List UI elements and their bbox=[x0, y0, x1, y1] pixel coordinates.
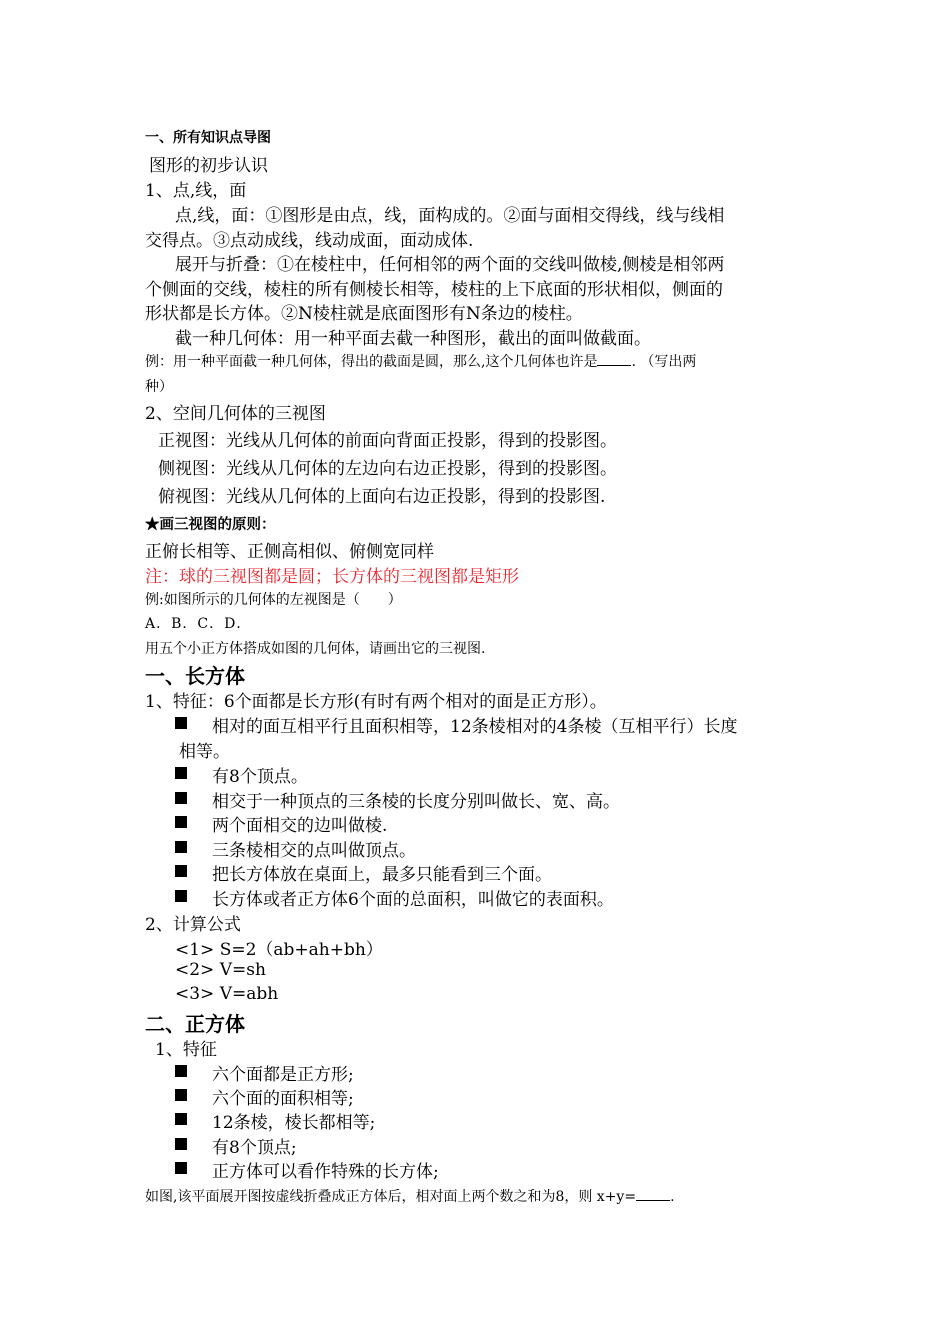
bullet-icon bbox=[175, 841, 187, 853]
cube-feature-3: 12条棱，棱长都相等; bbox=[212, 1113, 376, 1133]
example-2-options: A．B．C．D． bbox=[145, 616, 252, 632]
bullet-icon bbox=[175, 1138, 187, 1150]
bullet-icon bbox=[175, 890, 187, 902]
cuboid-feature-1-line-1: 相对的面互相平行且面积相等，12条棱相对的4条棱（互相平行）长度 bbox=[212, 717, 738, 737]
cube-features-title: 1、特征 bbox=[155, 1040, 217, 1060]
cuboid-feature-2: 有8个顶点。 bbox=[212, 767, 308, 787]
bullet-icon bbox=[175, 816, 187, 828]
cuboid-features-title: 1、特征：6个面都是长方形(有时有两个相对的面是正方形）。 bbox=[145, 692, 607, 712]
subsection-title-1: 1、点,线，面 bbox=[145, 181, 247, 201]
cube-feature-2: 六个面的面积相等; bbox=[212, 1089, 354, 1109]
cuboid-feature-6: 把长方体放在桌面上，最多只能看到三个面。 bbox=[212, 865, 552, 885]
formula-3: <3> V=abh bbox=[175, 984, 279, 1004]
subheading: 图形的初步认识 bbox=[149, 156, 268, 176]
section-heading-cuboid: 一、长方体 bbox=[145, 664, 245, 688]
paragraph-point-line-face-2: 交得点。③点动成线，线动成面，面动成体. bbox=[145, 231, 474, 251]
cuboid-feature-4: 两个面相交的边叫做棱. bbox=[212, 816, 388, 836]
cube-example bbox=[145, 1186, 675, 1206]
cube-example-text: 如图,该平面展开图按虚线折叠成正方体后，相对面上两个数之和为8，则 x+y= bbox=[145, 1189, 637, 1205]
cube-feature-1: 六个面都是正方形; bbox=[212, 1065, 354, 1085]
bullet-icon bbox=[175, 717, 187, 729]
principle-title: ★画三视图的原则： bbox=[145, 516, 276, 533]
bullet-icon bbox=[175, 1065, 187, 1077]
bullet-icon bbox=[175, 1162, 187, 1174]
cuboid-feature-1-line-2: 相等。 bbox=[179, 742, 230, 762]
side-view-text: 侧视图：光线从几何体的左边向右边正投影，得到的投影图。 bbox=[158, 459, 617, 479]
formula-1: <1> S=2（ab+ah+bh） bbox=[175, 940, 383, 960]
example-3: 用五个小正方体搭成如图的几何体，请画出它的三视图. bbox=[145, 641, 486, 657]
example-1-line-2: 种） bbox=[145, 379, 173, 395]
paragraph-point-line-face-1: 点,线，面：①图形是由点，线，面构成的。②面与面相交得线，线与线相 bbox=[175, 206, 725, 226]
top-view-text: 俯视图：光线从几何体的上面向右边正投影，得到的投影图. bbox=[158, 487, 606, 507]
subsection-title-2: 2、空间几何体的三视图 bbox=[145, 404, 326, 424]
cuboid-feature-3: 相交于一种顶点的三条棱的长度分别叫做长、宽、高。 bbox=[212, 792, 620, 812]
section-heading-cube: 二、正方体 bbox=[145, 1012, 245, 1036]
paragraph-unfold-3: 形状都是长方体。②N棱柱就是底面图形有N条边的棱柱。 bbox=[145, 304, 583, 324]
answer-blank bbox=[597, 364, 631, 366]
bullet-icon bbox=[175, 792, 187, 804]
example-1-line-1 bbox=[145, 351, 696, 371]
cuboid-feature-5: 三条棱相交的点叫做顶点。 bbox=[212, 841, 416, 861]
note-text: 注：球的三视图都是圆；长方体的三视图都是矩形 bbox=[145, 567, 519, 587]
cuboid-feature-7: 长方体或者正方体6个面的总面积，叫做它的表面积。 bbox=[212, 890, 614, 910]
formula-2: <2> V=sh bbox=[175, 960, 266, 980]
example-1-text: 例：用一种平面截一种几何体，得出的截面是圆，那么,这个几何体也许是 bbox=[145, 354, 598, 370]
front-view-text: 正视图：光线从几何体的前面向背面正投影，得到的投影图。 bbox=[158, 431, 617, 451]
principle-text: 正俯长相等、正侧高相似、俯侧宽同样 bbox=[145, 542, 434, 562]
cube-feature-4: 有8个顶点; bbox=[212, 1138, 297, 1158]
bullet-icon bbox=[175, 1089, 187, 1101]
paragraph-section: 截一种几何体：用一种平面去截一种图形，截出的面叫做截面。 bbox=[175, 329, 651, 349]
bullet-icon bbox=[175, 767, 187, 779]
paragraph-unfold-2: 个侧面的交线，棱柱的所有侧棱长相等，棱柱的上下底面的形状相似，侧面的 bbox=[145, 280, 723, 300]
section-heading-overview: 一、所有知识点导图 bbox=[145, 130, 271, 146]
example-1-tail: . （写出两 bbox=[631, 354, 697, 370]
paragraph-unfold-1: 展开与折叠：①在棱柱中，任何相邻的两个面的交线叫做棱,侧棱是相邻两 bbox=[175, 255, 725, 275]
answer-blank bbox=[636, 1199, 670, 1201]
bullet-icon bbox=[175, 1113, 187, 1125]
example-2: 例:如图所示的几何体的左视图是（ ） bbox=[145, 592, 402, 608]
cube-example-tail: . bbox=[670, 1189, 675, 1205]
bullet-icon bbox=[175, 865, 187, 877]
cube-feature-5: 正方体可以看作特殊的长方体; bbox=[212, 1162, 439, 1182]
formula-title: 2、计算公式 bbox=[145, 915, 241, 935]
